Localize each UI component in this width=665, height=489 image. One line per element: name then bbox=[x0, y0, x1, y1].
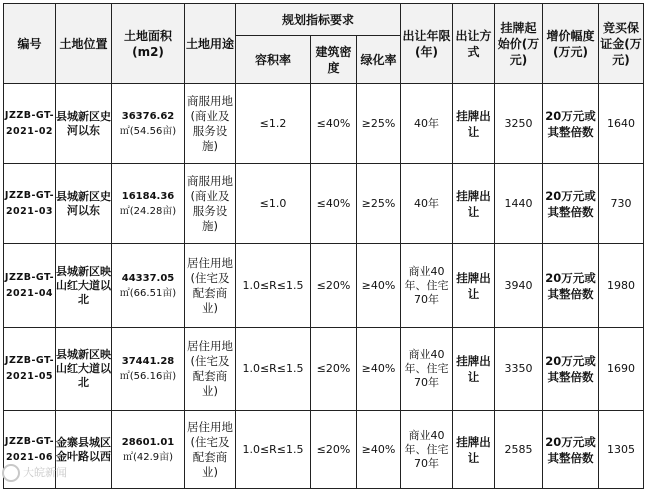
cell-area bbox=[112, 84, 185, 164]
area-value: 16184.36 bbox=[121, 190, 175, 202]
cell-location: 县城新区映山红大道以北 bbox=[56, 328, 112, 411]
cell-location: 县城新区映山红大道以北 bbox=[56, 244, 112, 328]
cell-deposit: 1640 bbox=[599, 84, 644, 164]
watermark-text: 大皖新闻 bbox=[23, 466, 67, 479]
cell-density: ≤20% bbox=[311, 411, 357, 489]
header-density: 建筑密度 bbox=[311, 36, 357, 84]
cell-density: ≤40% bbox=[311, 164, 357, 244]
cell-use: 商服用地(商业及服务设施) bbox=[185, 164, 236, 244]
table-row bbox=[4, 411, 644, 489]
cell-code: JZZB-GT-2021-03 bbox=[4, 164, 56, 244]
cell-green: ≥25% bbox=[357, 164, 401, 244]
cell-increment: 20万元或其整倍数 bbox=[543, 328, 599, 411]
cell-deposit: 1305 bbox=[599, 411, 644, 489]
header-increment: 增价幅度(万元) bbox=[543, 4, 599, 84]
header-green: 绿化率 bbox=[357, 36, 401, 84]
cell-code: JZZB-GT-2021-02 bbox=[4, 84, 56, 164]
header-location: 土地位置 bbox=[56, 4, 112, 84]
cell-green: ≥25% bbox=[357, 84, 401, 164]
cell-area bbox=[112, 244, 185, 328]
cell-price: 3940 bbox=[495, 244, 543, 328]
cell-location: 金寨县城区金叶路以西 bbox=[56, 411, 112, 489]
table-row bbox=[4, 328, 644, 411]
header-deposit: 竞买保证金(万元) bbox=[599, 4, 644, 84]
land-auction-table bbox=[3, 3, 644, 489]
cell-deposit: 730 bbox=[599, 164, 644, 244]
cell-deposit: 1690 bbox=[599, 328, 644, 411]
cell-increment: 20万元或其整倍数 bbox=[543, 84, 599, 164]
header-use: 土地用途 bbox=[185, 4, 236, 84]
header-price: 挂牌起始价(万元) bbox=[495, 4, 543, 84]
watermark-logo-icon bbox=[2, 464, 20, 482]
header-area: 土地面积(m2) bbox=[112, 4, 185, 84]
cell-term: 商业40年、住宅70年 bbox=[401, 411, 453, 489]
cell-density: ≤40% bbox=[311, 84, 357, 164]
cell-green: ≥40% bbox=[357, 328, 401, 411]
cell-method: 挂牌出让 bbox=[453, 84, 495, 164]
header-far: 容积率 bbox=[236, 36, 311, 84]
cell-price: 3250 bbox=[495, 84, 543, 164]
cell-code: JZZB-GT-2021-06 bbox=[4, 411, 56, 489]
cell-use: 居住用地(住宅及配套商业) bbox=[185, 244, 236, 328]
cell-area bbox=[112, 411, 185, 489]
cell-term: 商业40年、住宅70年 bbox=[401, 244, 453, 328]
cell-price: 1440 bbox=[495, 164, 543, 244]
cell-green: ≥40% bbox=[357, 411, 401, 489]
cell-use: 居住用地(住宅及配套商业) bbox=[185, 328, 236, 411]
cell-far: 1.0≤R≤1.5 bbox=[236, 411, 311, 489]
table-row bbox=[4, 164, 644, 244]
header-code: 编号 bbox=[4, 4, 56, 84]
area-value: 36376.62 bbox=[121, 110, 175, 122]
cell-increment: 20万元或其整倍数 bbox=[543, 164, 599, 244]
cell-code: JZZB-GT-2021-04 bbox=[4, 244, 56, 328]
area-mu: ㎡(42.9亩) bbox=[122, 451, 174, 463]
cell-method: 挂牌出让 bbox=[453, 411, 495, 489]
header-term: 出让年限(年) bbox=[401, 4, 453, 84]
watermark bbox=[2, 464, 67, 482]
area-mu: ㎡(66.51亩) bbox=[119, 287, 177, 299]
area-mu: ㎡(54.56亩) bbox=[119, 125, 177, 137]
cell-far: 1.0≤R≤1.5 bbox=[236, 328, 311, 411]
area-value: 28601.01 bbox=[121, 436, 175, 448]
cell-method: 挂牌出让 bbox=[453, 328, 495, 411]
area-value: 44337.05 bbox=[121, 272, 175, 284]
area-mu: ㎡(56.16亩) bbox=[119, 371, 177, 382]
cell-term: 40年 bbox=[401, 84, 453, 164]
cell-method: 挂牌出让 bbox=[453, 244, 495, 328]
cell-term: 商业40年、住宅70年 bbox=[401, 328, 453, 411]
cell-location: 县城新区史河以东 bbox=[56, 164, 112, 244]
table-row bbox=[4, 244, 644, 328]
header-method: 出让方式 bbox=[453, 4, 495, 84]
cell-term: 40年 bbox=[401, 164, 453, 244]
cell-increment: 20万元或其整倍数 bbox=[543, 411, 599, 489]
cell-code: JZZB-GT-2021-05 bbox=[4, 328, 56, 411]
cell-price: 2585 bbox=[495, 411, 543, 489]
cell-price: 3350 bbox=[495, 328, 543, 411]
cell-use: 商服用地(商业及服务设施) bbox=[185, 84, 236, 164]
cell-far: 1.0≤R≤1.5 bbox=[236, 244, 311, 328]
cell-use: 居住用地(住宅及配套商业) bbox=[185, 411, 236, 489]
cell-area bbox=[112, 328, 185, 411]
cell-method: 挂牌出让 bbox=[453, 164, 495, 244]
cell-density: ≤20% bbox=[311, 244, 357, 328]
cell-green: ≥40% bbox=[357, 244, 401, 328]
cell-location: 县城新区史河以东 bbox=[56, 84, 112, 164]
cell-deposit: 1980 bbox=[599, 244, 644, 328]
area-value: 37441.28 bbox=[121, 356, 175, 367]
table-row bbox=[4, 84, 644, 164]
area-mu: ㎡(24.28亩) bbox=[119, 205, 177, 217]
cell-density: ≤20% bbox=[311, 328, 357, 411]
cell-increment: 20万元或其整倍数 bbox=[543, 244, 599, 328]
cell-area bbox=[112, 164, 185, 244]
header-planning: 规划指标要求 bbox=[236, 4, 401, 36]
cell-far: ≤1.0 bbox=[236, 164, 311, 244]
cell-far: ≤1.2 bbox=[236, 84, 311, 164]
